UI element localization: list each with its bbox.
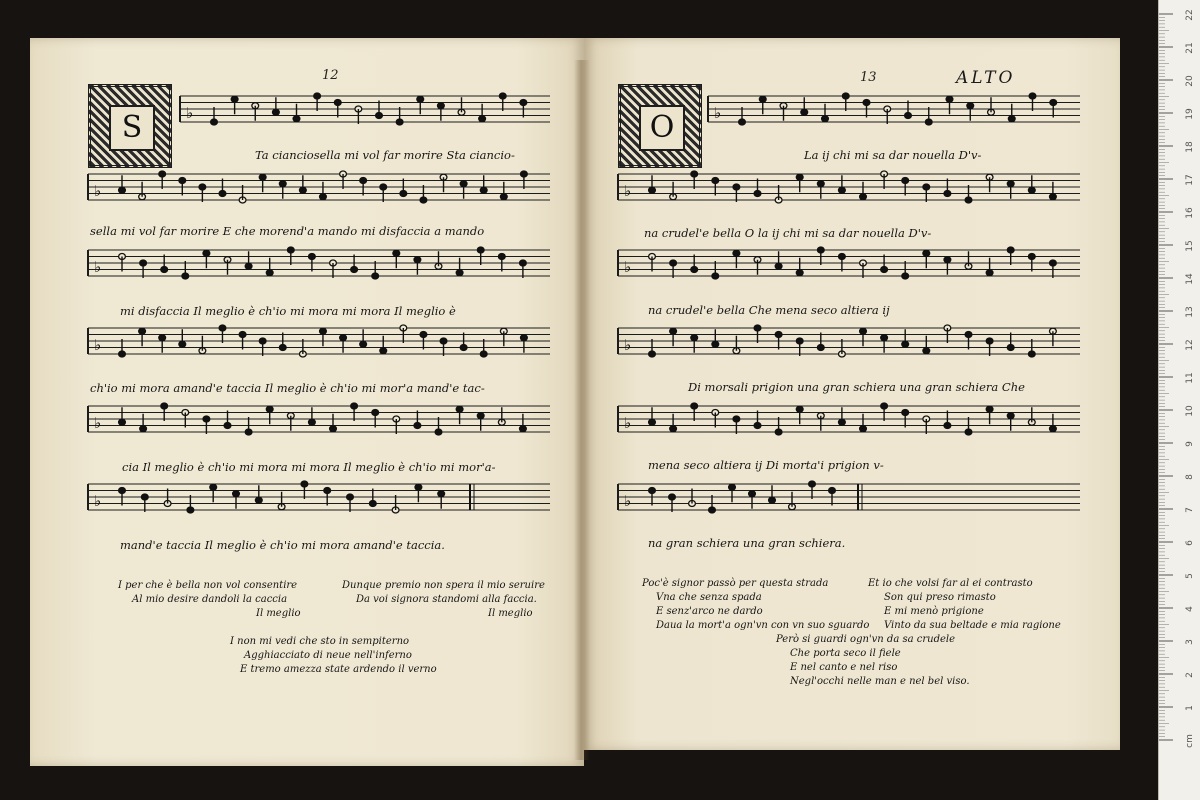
ruler-label: 17: [1185, 174, 1195, 186]
ruler-label: 14: [1185, 273, 1195, 285]
svg-text:♭: ♭: [94, 258, 102, 276]
right-lyric-1: La ij chi mi sa dar nouella D'v-: [804, 148, 982, 162]
staff-1: [180, 93, 550, 125]
ruler-label: 3: [1185, 639, 1195, 645]
ruler-label: 22: [1185, 9, 1195, 21]
ruler-label: 20: [1185, 75, 1195, 87]
left-page-number: 12: [322, 68, 339, 83]
svg-text:♭: ♭: [714, 104, 722, 122]
svg-text:♭: ♭: [94, 492, 102, 510]
staff-4: [88, 325, 550, 357]
staff-2: [618, 171, 1080, 203]
staff-2: [88, 171, 550, 203]
staff-3: [618, 247, 1080, 279]
ruler-label: 7: [1185, 507, 1195, 513]
ruler-label: 16: [1185, 207, 1195, 219]
right-lyric-5: mena seco altiera ij Di morta'i prigion v-: [648, 458, 884, 472]
ruler-label: 12: [1185, 339, 1195, 351]
voice-label: ALTO: [956, 68, 1016, 88]
right-lyric-2: na crudel'e bella O la ij chi mi sa dar nouella D'v-: [644, 226, 932, 240]
left-page: [30, 38, 584, 766]
right-staves: [584, 38, 1120, 558]
right-lyric-6: na gran schiera una gran schiera.: [648, 536, 846, 550]
staff-4: [618, 325, 1080, 357]
ruler-label: 18: [1185, 141, 1195, 153]
left-verse-3b: Agghiacciato di neue nell'inferno: [244, 650, 412, 661]
right-verse-2c: E mi menò prigione: [884, 606, 984, 617]
ruler-label: 1: [1185, 705, 1195, 711]
ruler-label: 10: [1185, 405, 1195, 417]
right-page: [584, 38, 1120, 750]
measuring-ruler: [1158, 0, 1200, 800]
staff-5: [88, 403, 550, 435]
right-verse-2b: Son qui preso rimasto: [884, 592, 996, 603]
left-verse-2b: Da voi signora standomi alla faccia.: [356, 594, 537, 605]
ruler-label: 11: [1185, 372, 1195, 384]
right-lyric-4: Di morsali prigion una gran schiera una gran schiera Che: [688, 380, 1025, 394]
staff-3: [88, 247, 550, 279]
initial-letter-right: O: [639, 105, 685, 151]
left-verse-1c: Il meglio: [256, 608, 301, 619]
ruler-label: 5: [1185, 573, 1195, 579]
left-verse-1b: Al mio desire dandoli la caccia: [132, 594, 288, 605]
ruler-label: 13: [1185, 306, 1195, 318]
right-verse-1a: Poc'è signor passò per questa strada: [642, 578, 829, 589]
ruler-label: 19: [1185, 108, 1195, 120]
right-page-number: 13: [860, 70, 877, 85]
right-verse-1c: E senz'arco ne dardo: [656, 606, 763, 617]
svg-text:♭: ♭: [94, 336, 102, 354]
left-lyric-1: Ta cianciosella mi vol far morire Sta ciancio-: [255, 148, 515, 162]
right-verse-3c: E nel canto e nel riso: [790, 662, 898, 673]
left-lyric-4: ch'io mi mora amand'e taccia Il meglio è ch'io mi mor'a mand'e tac-: [90, 381, 485, 395]
ruler-label: 9: [1185, 441, 1195, 447]
left-verse-1a: I per che è bella non vol consentire: [118, 580, 298, 591]
right-verse-3b: Che porta seco il fiele: [790, 648, 901, 659]
ruler-ticks: [1159, 0, 1200, 800]
left-verse-2a: Dunque premio non spera il mio seruire: [342, 580, 545, 591]
right-verse-3a: Però si guardi ogn'vn da sa crudele: [776, 634, 955, 645]
ruler-label: 2: [1185, 672, 1195, 678]
svg-text:♭: ♭: [186, 104, 194, 122]
left-staves: [30, 38, 584, 558]
svg-text:♭: ♭: [624, 414, 632, 432]
svg-text:♭: ♭: [624, 336, 632, 354]
ruler-label: 21: [1185, 42, 1195, 54]
initial-letter-left: S: [109, 105, 155, 151]
svg-text:♭: ♭: [624, 258, 632, 276]
ruler-label: 8: [1185, 474, 1195, 480]
svg-text:♭: ♭: [624, 182, 632, 200]
ruler-label: 6: [1185, 540, 1195, 546]
left-lyric-6: mand'e taccia Il meglio è ch'io mi mora amand'e taccia.: [120, 538, 445, 552]
ruler-label: 15: [1185, 240, 1195, 252]
right-verse-2d: Vinto da sua beltade e mia ragione: [884, 620, 1061, 631]
left-verse-3c: E tremo amezza state ardendo il verno: [240, 664, 437, 675]
left-lyric-3: mi disfaccia Il meglio è ch'io mi mora mi mora Il meglio è: [120, 304, 456, 318]
left-lyric-5: cia Il meglio è ch'io mi mora mi mora Il meglio è ch'io mi mor'a-: [122, 460, 496, 474]
left-lyric-2: sella mi vol far morire E che morend'a mando mi disfaccia a mando: [90, 224, 485, 238]
ruler-label: cm: [1185, 734, 1195, 748]
left-verse-2c: Il meglio: [488, 608, 533, 619]
staff-6: [618, 481, 1080, 513]
book-gutter: [574, 60, 590, 760]
left-verse-3a: I non mi vedi che sto in sempiterno: [230, 636, 410, 647]
right-verse-1b: Vna che senza spada: [656, 592, 762, 603]
staff-1: [708, 93, 1080, 125]
svg-text:♭: ♭: [94, 414, 102, 432]
right-lyric-3: na crudel'e bella Che mena seco altiera ij: [648, 303, 890, 317]
svg-text:♭: ♭: [624, 492, 632, 510]
ruler-label: 4: [1185, 606, 1195, 612]
right-verse-2a: Et io che volsi far al ei contrasto: [868, 578, 1033, 589]
staff-5: [618, 403, 1080, 435]
staff-6: [88, 481, 550, 513]
svg-text:♭: ♭: [94, 182, 102, 200]
right-verse-3d: Negl'occhi nelle man e nel bel viso.: [790, 676, 970, 687]
right-verse-1d: Daua la mort'a ogn'vn con vn suo sguardo: [656, 620, 870, 631]
